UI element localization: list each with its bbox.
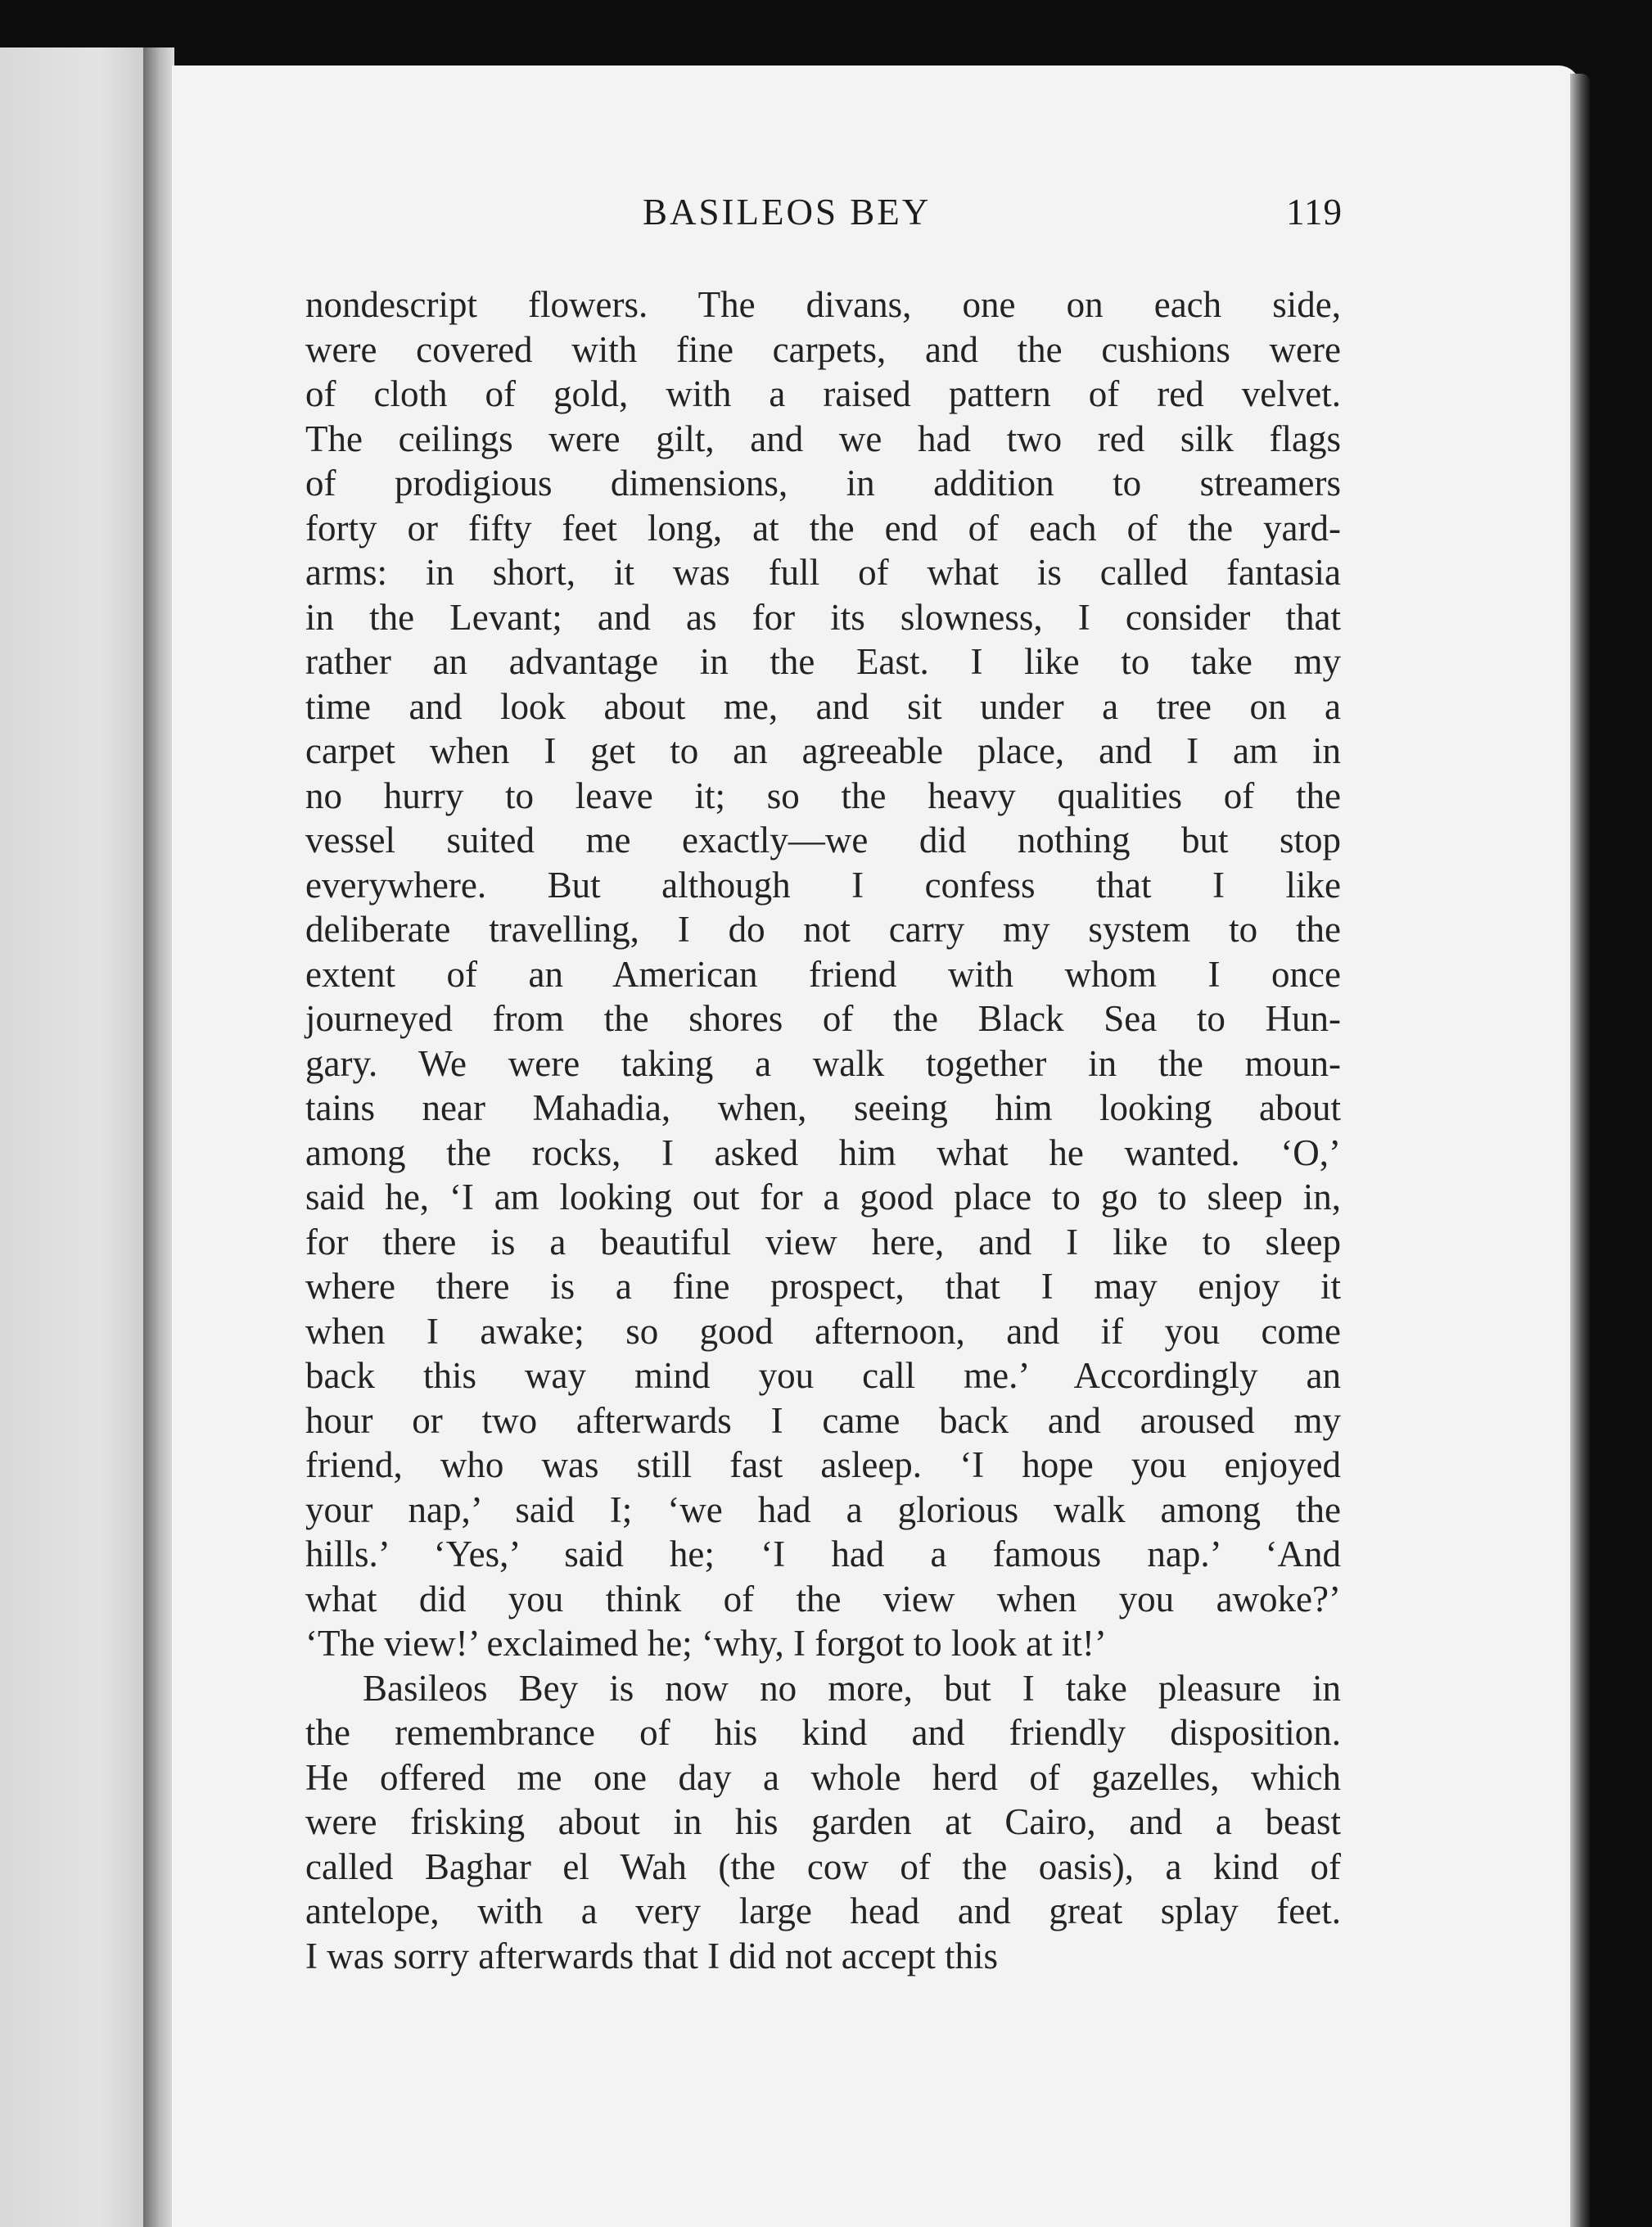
text-line: nondescript flowers. The divans, one on each side, bbox=[305, 284, 1341, 325]
text-line: tains near Mahadia, when, seeing him looking about bbox=[305, 1087, 1341, 1128]
text-line: I was sorry afterwards that I did not accept this bbox=[305, 1935, 998, 1976]
text-line: called Baghar el Wah (the cow of the oasis), a kind of bbox=[305, 1845, 1341, 1887]
text-line: The ceilings were gilt, and we had two red silk flags bbox=[305, 418, 1341, 459]
text-line: your nap,’ said I; ‘we had a glorious walk among the bbox=[305, 1488, 1341, 1530]
text-line: hills.’ ‘Yes,’ said he; ‘I had a famous nap.’ ‘And bbox=[305, 1534, 1341, 1574]
text-line: no hurry to leave it; so the heavy qualities of the bbox=[305, 775, 1341, 816]
text-line: among the rocks, I asked him what he wanted. ‘O,’ bbox=[305, 1132, 1341, 1173]
book-gutter bbox=[143, 47, 174, 2227]
text-line: ‘The view!’ exclaimed he; ‘why, I forgot to look at it!’ bbox=[305, 1623, 1107, 1664]
text-line: the remembrance of his kind and friendly disposition. bbox=[305, 1712, 1341, 1753]
text-line: everywhere. But although I confess that I like bbox=[305, 864, 1341, 906]
text-line: said he, ‘I am looking out for a good place to go to sleep in, bbox=[305, 1177, 1341, 1217]
text-line: time and look about me, and sit under a tree on a bbox=[305, 685, 1341, 727]
text-line: deliberate travelling, I do not carry my system to the bbox=[305, 909, 1341, 950]
body-text bbox=[305, 282, 1341, 1978]
text-line: carpet when I get to an agreeable place, and I am in bbox=[305, 730, 1341, 771]
page-edge-shadow bbox=[1570, 74, 1590, 2227]
text-line: arms: in short, it was full of what is called fantasia bbox=[305, 552, 1341, 593]
text-line: journeyed from the shores of the Black Sea to Hun- bbox=[305, 998, 1341, 1039]
text-line: friend, who was still fast asleep. ‘I hope you enjoyed bbox=[305, 1444, 1341, 1485]
text-line: hour or two afterwards I came back and aroused my bbox=[305, 1399, 1341, 1441]
text-line: back this way mind you call me.’ Accordingly an bbox=[305, 1355, 1341, 1396]
text-line: what did you think of the view when you awoke?’ bbox=[305, 1578, 1341, 1619]
text-line: gary. We were taking a walk together in the moun- bbox=[305, 1042, 1341, 1084]
text-line: were frisking about in his garden at Cairo, and a beast bbox=[305, 1801, 1341, 1842]
text-line: where there is a fine prospect, that I may enjoy it bbox=[305, 1266, 1341, 1307]
text-line: Basileos Bey is now no more, but I take pleasure in bbox=[363, 1667, 1341, 1709]
text-line: were covered with fine carpets, and the cushions were bbox=[305, 328, 1341, 370]
page-number: 119 bbox=[1286, 192, 1343, 233]
text-line: vessel suited me exactly—we did nothing but stop bbox=[305, 820, 1341, 861]
page-header bbox=[303, 191, 1343, 240]
text-line: of cloth of gold, with a raised pattern of red velvet. bbox=[305, 373, 1341, 414]
text-line: for there is a beautiful view here, and I like to sleep bbox=[305, 1221, 1341, 1263]
text-line: extent of an American friend with whom I once bbox=[305, 953, 1341, 995]
previous-page-edge bbox=[0, 47, 143, 2227]
text-line: of prodigious dimensions, in addition to streamers bbox=[305, 463, 1341, 504]
running-head: BASILEOS BEY bbox=[643, 192, 932, 233]
text-line: rather an advantage in the East. I like to take my bbox=[305, 641, 1341, 682]
text-line: when I awake; so good afternoon, and if you come bbox=[305, 1310, 1341, 1352]
text-line: He offered me one day a whole herd of gazelles, which bbox=[305, 1756, 1341, 1798]
text-line: forty or fifty feet long, at the end of each of the yard- bbox=[305, 507, 1341, 549]
text-line: in the Levant; and as for its slowness, I consider that bbox=[305, 596, 1341, 638]
text-line: antelope, with a very large head and great splay feet. bbox=[305, 1890, 1341, 1931]
